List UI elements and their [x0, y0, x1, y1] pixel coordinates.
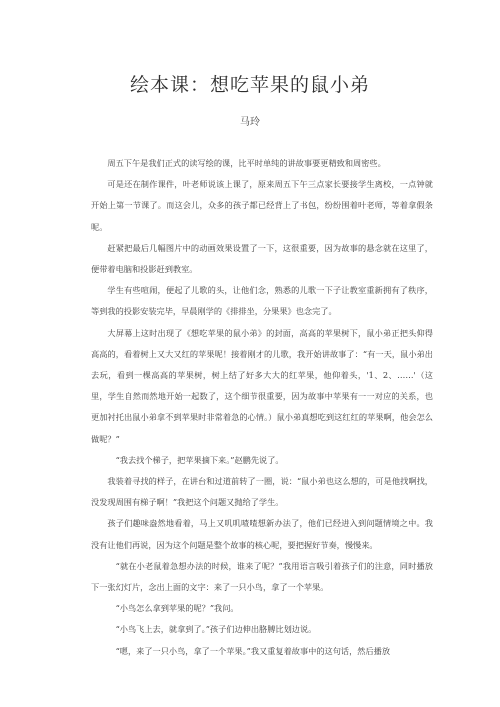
paragraph: “小鸟怎么拿到苹果的呢？”我问。: [115, 603, 239, 614]
paragraph: 学生有些喧闹，便起了儿歌的头，让他们念，熟悉的儿歌一下子让教室重新拥有了秩序，等到我的投影安装完毕，早晨刚学的《排排坐，分果果》也念完了。: [91, 285, 433, 317]
paragraph: “嗯，来了一只小鸟，拿了一个苹果。”我又重复着故事中的这句话，然后播放: [115, 645, 391, 656]
paragraph: “就在小老鼠着急想办法的时候，谁来了呢？”我用语言吸引着孩子们的注意，同时播放下一张幻灯片，念出上面的文字：来了一只小鸟，拿了一个苹果。: [91, 560, 433, 593]
paragraph: “小鸟飞上去，就拿到了。”孩子们边伸出胳膊比划边说。: [115, 624, 317, 635]
document-body: [91, 153, 433, 662]
document-title: 绘本课：想吃苹果的鼠小弟: [129, 74, 370, 96]
document-author: 马玲: [240, 117, 260, 128]
paragraph: 周五下午是我们正式的读写绘的课，比平时单纯的讲故事要更精致和周密些。: [107, 158, 386, 168]
paragraph: “我去找个梯子，把苹果摘下来。”赵鹏先说了。: [115, 454, 284, 465]
paragraph: 孩子们趣味盎然地看着，马上又叽叽喳喳想新办法了，他们已经进入到问题情境之中。我没有让他们再说，因为这个问题是整个故事的核心呢，要把握好节奏，慢慢来。: [91, 518, 433, 550]
paragraph: 赶紧把最后几幅图片中的动画效果设置了一下，这很重要，因为故事的悬念就在这里了，便带着电脑和投影赶到教室。: [91, 242, 433, 275]
paragraph: 可是还在制作课件，叶老师说该上课了，原来周五下午三点家长要接学生离校，一点钟就开始上第一节课了。而这会儿，众多的孩子都已经背上了书包，纷纷围着叶老师，等着拿假条呢。: [91, 179, 433, 232]
paragraph: 大屏幕上这时出现了《想吃苹果的鼠小弟》的封面，高高的苹果树下，鼠小弟正把头仰得高高的，看着树上又大又红的苹果呢！接着刚才的儿歌，我开始讲故事了：“有一天，鼠小弟出去玩，看到一棵高高的苹果树，树上结了好多大大的红苹果，他仰着头，'1、2、……'（这里，学生自然而然地开始一起数了，这个细节很重要，因为故事中苹果有一一对应的关系，也更加衬托出鼠小弟拿不到苹果时非常着急的心情。）鼠小弟真想吃到这红红的苹果啊，他会怎么做呢？”: [91, 327, 433, 444]
paragraph: 我装着寻找的样子，在讲台和过道前转了一圈，说：“鼠小弟也这么想的，可是他找啊找，没发现周围有梯子啊！”我把这个问题又抛给了学生。: [91, 476, 433, 508]
